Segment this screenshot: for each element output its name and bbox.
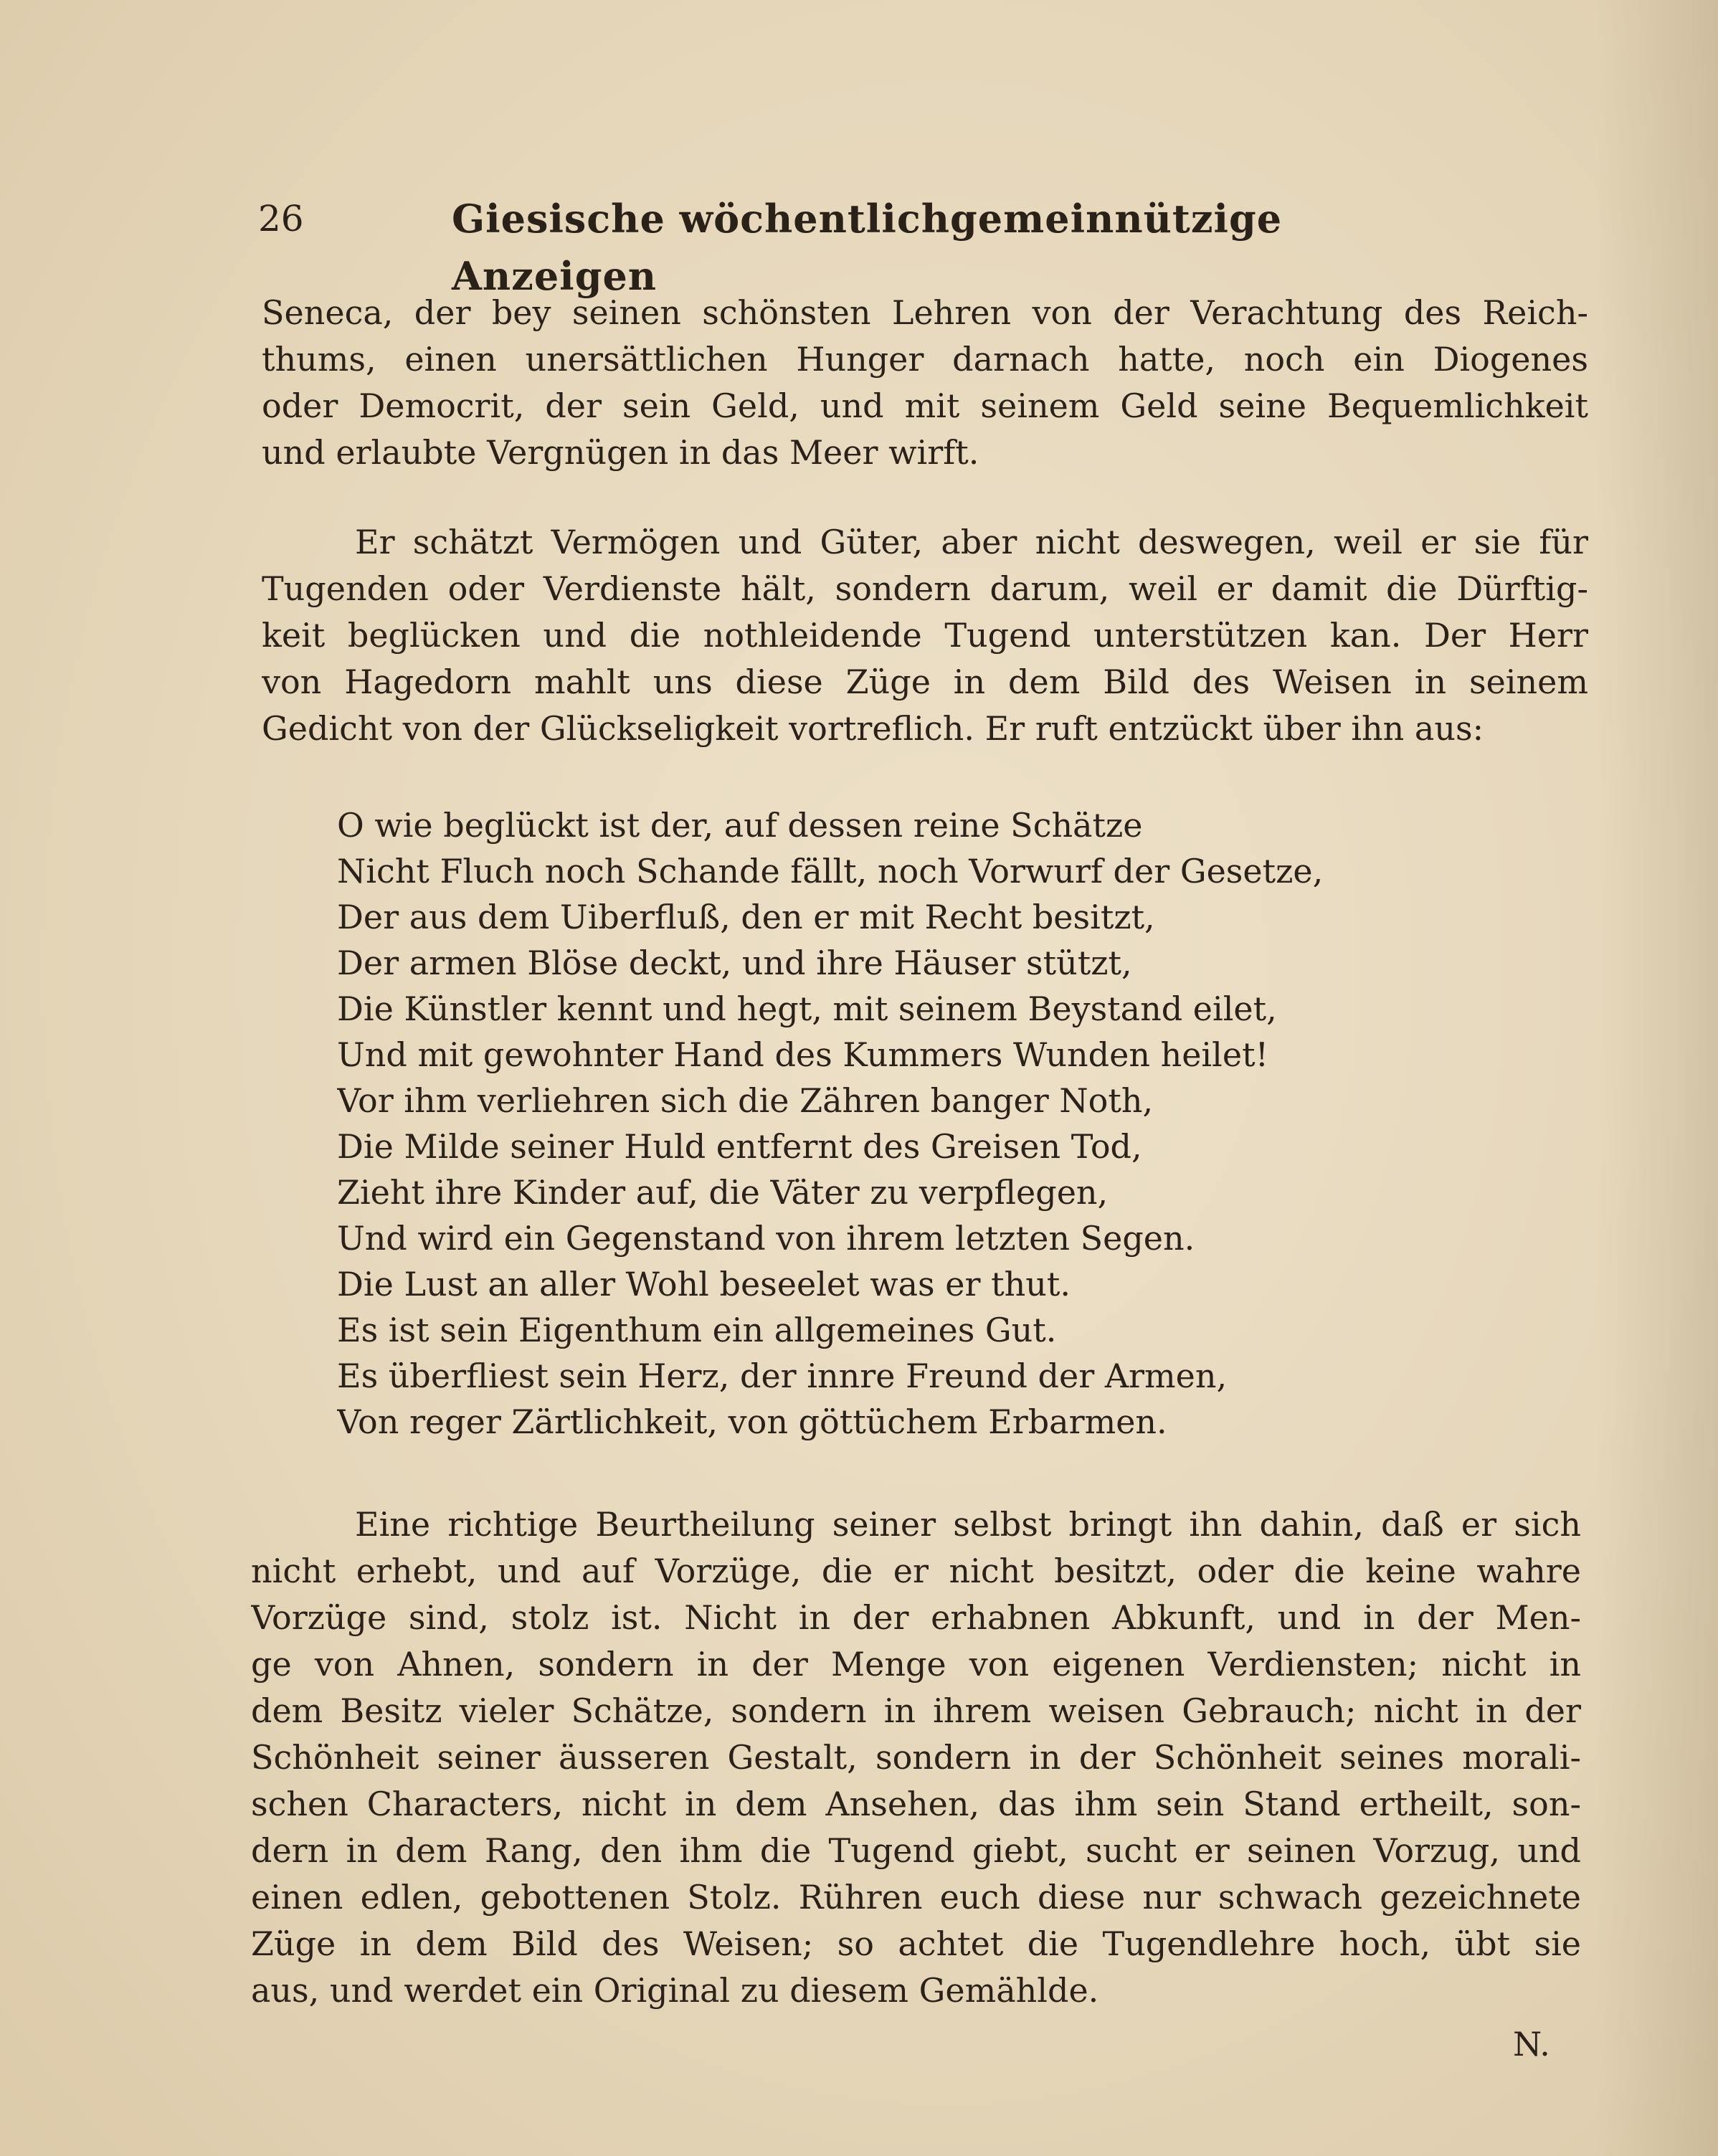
verse-line: Nicht Fluch noch Schande fällt, noch Vorwurf der Gesetze, [337,852,1324,891]
verse-line: Vor ihm verliehren sich die Zähren banger Noth, [337,1081,1154,1120]
verse-line: Es überfliest sein Herz, der innre Freund der Armen, [337,1357,1228,1395]
text-line: Tugenden oder Verdienste hält, sondern darum, weil er damit die Dürftig- [262,569,1588,608]
text-line: keit beglücken und die nothleidende Tugend unterstützen kan. Der Herr [262,616,1588,655]
text-line: nicht erhebt, und auf Vorzüge, die er nicht besitzt, oder die keine wahre [251,1552,1581,1590]
text-line: Züge in dem Bild des Weisen; so achtet die Tugendlehre hoch, übt sie [251,1924,1581,1963]
text-line: Schönheit seiner äusseren Gestalt, sondern in der Schönheit seines morali- [251,1738,1581,1777]
verse-line: Und wird ein Gegenstand von ihrem letzten Segen. [337,1219,1195,1258]
catchword: N. [1513,2025,1550,2064]
text-line: ge von Ahnen, sondern in der Menge von eigenen Verdiensten; nicht in [251,1645,1581,1684]
verse-line: Und mit gewohnter Hand des Kummers Wunden heilet! [337,1035,1269,1074]
text-line: thums, einen unersättlichen Hunger darnach hatte, noch ein Diogenes [262,340,1588,379]
text-line: dern in dem Rang, den ihm die Tugend giebt, sucht er seinen Vorzug, und [251,1831,1581,1870]
verse-line: Die Milde seiner Huld entfernt des Greisen Tod, [337,1127,1142,1166]
text-line: von Hagedorn mahlt uns diese Züge in dem Bild des Weisen in seinem [262,663,1588,701]
text-line: schen Characters, nicht in dem Ansehen, das ihm sein Stand ertheilt, son- [251,1785,1581,1823]
verse-line: Der aus dem Uiberfluß, den er mit Recht besitzt, [337,898,1155,936]
text-line: Eine richtige Beurtheilung seiner selbst bringt ihn dahin, daß er sich [355,1505,1581,1544]
text-line: oder Democrit, der sein Geld, und mit seinem Geld seine Bequemlichkeit [262,386,1588,425]
text-line: einen edlen, gebottenen Stolz. Rühren euch diese nur schwach gezeichnete [251,1878,1581,1917]
text-line: Vorzüge sind, stolz ist. Nicht in der erhabnen Abkunft, und in der Men- [251,1598,1581,1637]
text-line: dem Besitz vieler Schätze, sondern in ihrem weisen Gebrauch; nicht in der [251,1691,1581,1730]
verse-line: Von reger Zärtlichkeit, von göttüchem Erbarmen. [337,1402,1167,1441]
text-line: Er schätzt Vermögen und Güter, aber nicht deswegen, weil er sie für [355,523,1588,561]
page-number: 26 [258,198,304,239]
text-line: aus, und werdet ein Original zu diesem Gemählde. [251,1971,1099,2010]
verse-line: Es ist sein Eigenthum ein allgemeines Gut. [337,1311,1057,1349]
page-header [258,190,1391,299]
text-line: und erlaubte Vergnügen in das Meer wirft. [262,433,979,472]
text-line: Seneca, der bey seinen schönsten Lehren von der Verachtung des Reich- [262,293,1588,332]
verse-line: Der armen Blöse deckt, und ihre Häuser stützt, [337,944,1132,982]
verse-line: Die Lust an aller Wohl beseelet was er thut. [337,1265,1071,1303]
running-title: Giesische wöchentlichgemeinnützige Anzeigen [452,196,1283,299]
verse-line: O wie beglückt ist der, auf dessen reine Schätze [337,806,1143,845]
verse-line: Zieht ihre Kinder auf, die Väter zu verpflegen, [337,1173,1109,1212]
text-line: Gedicht von der Glückseligkeit vortreflich. Er ruft entzückt über ihn aus: [262,709,1484,748]
verse-line: Die Künstler kennt und hegt, mit seinem Beystand eilet, [337,989,1277,1028]
